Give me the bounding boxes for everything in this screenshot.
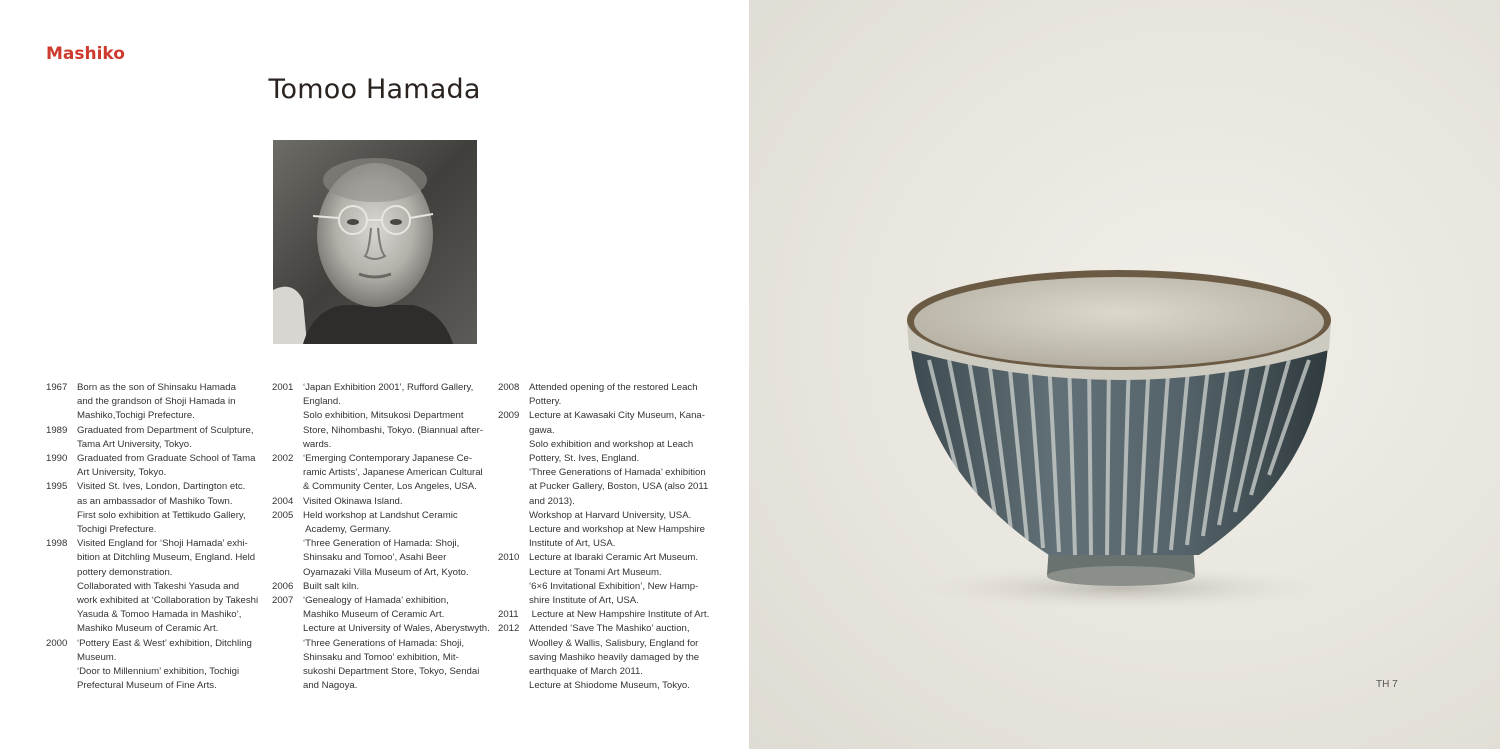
bio-text	[77, 381, 252, 424]
bio-entry	[498, 551, 704, 608]
bio-entry	[272, 381, 484, 452]
bio-text	[529, 551, 704, 608]
bio-line: Visited England for ‘Shoji Hamada’ exhi-	[77, 538, 248, 550]
right-page	[749, 0, 1500, 749]
bio-text	[303, 452, 483, 495]
bio-entry	[272, 509, 478, 580]
bio-line: Lecture and workshop at New Hampshire	[529, 524, 705, 536]
bio-text	[529, 622, 704, 693]
bio-line: Attended opening of the restored Leach	[529, 382, 698, 393]
bio-line: and 2013).	[529, 495, 575, 507]
bio-entry	[46, 424, 252, 452]
bio-text	[303, 594, 490, 693]
tea-bowl-photo	[749, 0, 1500, 749]
bio-text	[303, 509, 478, 580]
bio-text	[303, 381, 483, 452]
bio-line: ‘Emerging Contemporary Japanese Ce-	[303, 453, 473, 465]
bio-line: & Community Center, Los Angeles, USA.	[303, 481, 477, 493]
bio-line: Lecture at Kawasaki City Museum, Kana-	[529, 410, 705, 422]
bio-line: Built salt kiln.	[303, 580, 359, 592]
bio-entry	[498, 381, 704, 409]
bio-text	[303, 580, 478, 594]
bio-text	[529, 608, 709, 622]
bio-line: Collaborated with Takeshi Yasuda and	[77, 580, 240, 592]
bio-line: Prefectural Museum of Fine Arts.	[77, 680, 217, 692]
bio-year: 1990	[46, 453, 68, 465]
bio-line: Store, Nihombashi, Tokyo. (Biannual after-	[303, 424, 484, 436]
bio-line: England.	[303, 396, 341, 408]
bio-entry	[46, 381, 252, 424]
bio-line: Mashiko Museum of Ceramic Art.	[77, 623, 219, 635]
bio-line: Workshop at Harvard University, USA.	[529, 509, 692, 521]
bio-year: 1967	[46, 382, 68, 393]
bio-year: 2012	[498, 623, 520, 635]
bio-year: 2010	[498, 552, 520, 564]
bio-line: ‘Japan Exhibition 2001’, Rufford Gallery,	[303, 382, 474, 393]
bio-year: 2002	[272, 453, 294, 465]
bio-line: Mashiko Museum of Ceramic Art.	[303, 609, 445, 621]
bio-entry	[46, 537, 259, 636]
bio-line: pottery demonstration.	[77, 566, 173, 578]
bio-column-1	[46, 381, 259, 693]
bio-line: Tama Art University, Tokyo.	[77, 438, 192, 450]
bio-line: Woolley & Wallis, Salisbury, England for	[529, 637, 699, 649]
bio-line: shire Institute of Art, USA.	[529, 595, 639, 607]
bio-line: Graduated from Department of Sculpture,	[77, 424, 254, 436]
bio-line: earthquake of March 2011.	[529, 666, 643, 678]
bio-line: as an ambassador of Mashiko Town.	[77, 495, 233, 507]
bio-line: ‘Door to Millennium’ exhibition, Tochigi	[77, 666, 240, 678]
bio-text	[77, 537, 258, 636]
bio-entry	[272, 580, 478, 594]
bio-line: ‘Three Generations of Hamada’ exhibition	[529, 467, 706, 479]
bio-line: Held workshop at Landshut Ceramic	[303, 509, 458, 521]
bio-line: Institute of Art, USA.	[529, 538, 616, 550]
bio-line: Pottery.	[529, 396, 562, 408]
bio-line: Lecture at Shiodome Museum, Tokyo.	[529, 680, 690, 692]
bio-line: Lecture at Ibaraki Ceramic Art Museum.	[529, 552, 699, 564]
bio-line: Lecture at University of Wales, Aberystwyth.	[303, 623, 490, 635]
bio-year: 1989	[46, 424, 68, 436]
bio-line: Solo exhibition, Mitsukosi Department	[303, 410, 464, 422]
left-page	[0, 0, 749, 749]
bio-entry	[498, 622, 704, 693]
bio-line: ‘Pottery East & West’ exhibition, Ditchling	[77, 637, 252, 649]
bio-line: Lecture at New Hampshire Institute of Art.	[529, 609, 710, 621]
bio-line: ‘Genealogy of Hamada’ exhibition,	[303, 595, 449, 607]
bio-year: 2009	[498, 410, 520, 422]
bio-line: Oyamazaki Villa Museum of Art, Kyoto.	[303, 566, 469, 578]
bio-line: and the grandson of Shoji Hamada in	[77, 396, 236, 408]
section-label: Mashiko	[46, 44, 125, 64]
bio-line: ramic Artists’, Japanese American Cultural	[303, 467, 483, 479]
bio-line: at Pucker Gallery, Boston, USA (also 2011	[529, 481, 709, 493]
bio-line: Lecture at Tonami Art Museum.	[529, 566, 662, 578]
bio-entry	[272, 594, 490, 693]
bio-year: 2004	[272, 495, 294, 507]
bio-entry	[46, 452, 256, 480]
bio-year: 2001	[272, 382, 294, 393]
bio-text	[77, 452, 255, 480]
page-id: TH 7	[1376, 679, 1398, 690]
bio-year: 2007	[272, 595, 294, 607]
bio-line: Mashiko,Tochigi Prefecture.	[77, 410, 195, 422]
bio-text	[77, 637, 252, 694]
bio-line: Visited St. Ives, London, Dartington etc.	[77, 481, 246, 493]
artist-portrait	[273, 140, 477, 344]
bio-line: ‘6×6 Invitational Exhibition’, New Hamp-	[529, 580, 699, 592]
bio-line: Academy, Germany.	[303, 524, 392, 536]
bio-line: bition at Ditchling Museum, England. Held	[77, 552, 256, 564]
bio-year: 2005	[272, 509, 294, 521]
bio-line: Shinsaku and Tomoo’ exhibition, Mit-	[303, 651, 459, 663]
bio-year: 2000	[46, 637, 68, 649]
bio-line: work exhibited at ‘Collaboration by Takeshi	[77, 595, 259, 607]
bio-year: 1998	[46, 538, 68, 550]
bio-year: 1995	[46, 481, 68, 493]
bio-line: Museum.	[77, 651, 117, 663]
bio-line: saving Mashiko heavily damaged by the	[529, 651, 700, 663]
bio-text	[77, 480, 252, 537]
bio-line: sukoshi Department Store, Tokyo, Sendai	[303, 666, 480, 678]
bio-entry	[272, 495, 478, 509]
bio-line: ‘Three Generations of Hamada: Shoji,	[303, 637, 465, 649]
bio-entry	[46, 637, 252, 694]
bio-entry	[46, 480, 252, 537]
bio-text	[529, 409, 708, 551]
bio-text	[77, 424, 254, 452]
bio-text	[303, 495, 478, 509]
bio-line: ‘Three Generation of Hamada: Shoji,	[303, 538, 460, 550]
bio-line: Pottery, St. Ives, England.	[529, 453, 640, 465]
bio-text	[529, 381, 704, 409]
bio-line: Tochigi Prefecture.	[77, 524, 157, 536]
artist-name: Tomoo Hamada	[268, 74, 481, 105]
bio-line: wards.	[303, 438, 332, 450]
portrait-image	[273, 140, 477, 344]
bio-line: Shinsaku and Tomoo’, Asahi Beer	[303, 552, 447, 564]
bio-line: Born as the son of Shinsaku Hamada	[77, 382, 236, 393]
bio-line: and Nagoya.	[303, 680, 358, 692]
bio-line: Yasuda & Tomoo Hamada in Mashiko’,	[77, 609, 242, 621]
bio-year: 2006	[272, 580, 294, 592]
bio-entry	[498, 608, 710, 622]
bio-entry	[498, 409, 709, 551]
bio-entry	[272, 452, 483, 495]
bio-year: 2011	[498, 609, 519, 621]
bio-line: Art University, Tokyo.	[77, 467, 167, 479]
bio-column-3	[498, 381, 710, 693]
bio-column-2	[272, 381, 490, 693]
bio-line: Solo exhibition and workshop at Leach	[529, 438, 694, 450]
bio-line: First solo exhibition at Tettikudo Gallery,	[77, 509, 246, 521]
bio-line: Attended ‘Save The Mashiko’ auction,	[529, 623, 690, 635]
bio-line: gawa.	[529, 424, 555, 436]
bio-year: 2008	[498, 382, 520, 393]
bio-line: Graduated from Graduate School of Tama	[77, 453, 256, 465]
bio-line: Visited Okinawa Island.	[303, 495, 403, 507]
